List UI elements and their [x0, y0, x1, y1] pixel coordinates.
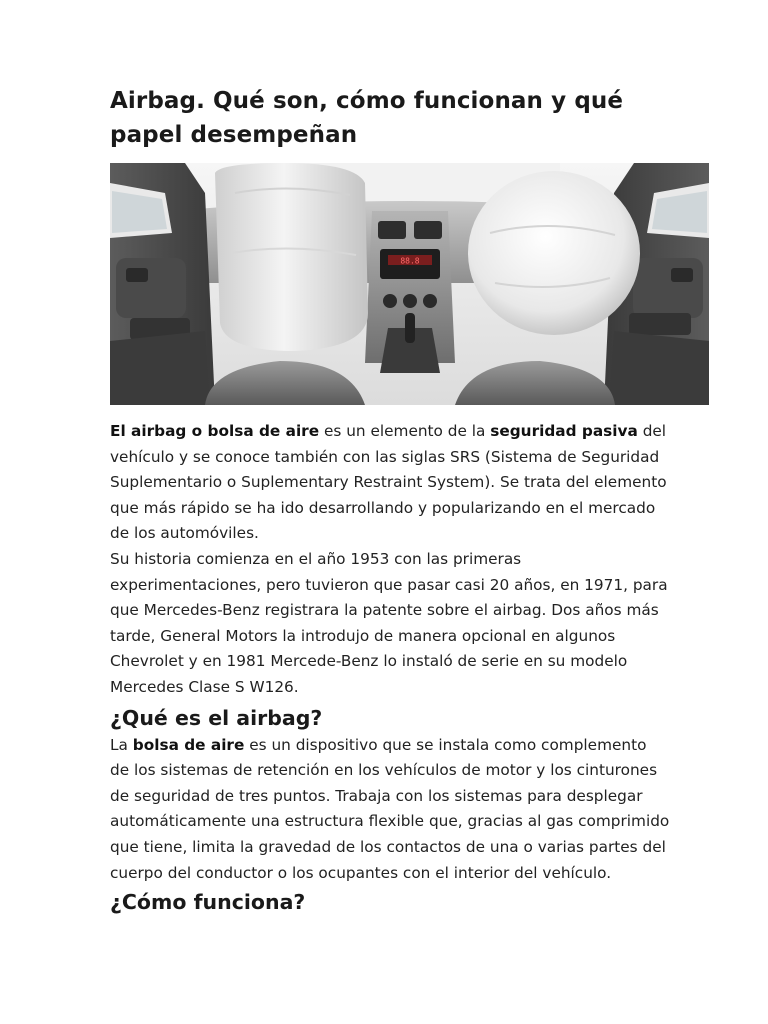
definition-prefix: La — [110, 735, 133, 754]
intro-text-1: es un elemento de la — [319, 422, 491, 440]
history-paragraph: Su historia comienza en el año 1953 con las primeras experimentaciones, pero tuvieron que pasar casi 20 años, en 1971, para que Mercedes-Benz registrara la patente sobre el airbag. Dos años más tarde, General Motors la introdujo de manera opcional en algunos Chevrolet y en 1981 Mercede-Benz lo instaló de serie en su modelo Mercedes Clase S W126. — [110, 549, 668, 696]
section-heading-how-it-works: ¿Cómo funciona? — [110, 890, 306, 915]
definition-paragraph — [110, 733, 670, 887]
article — [110, 84, 670, 917]
radio-display: 88.8 — [400, 256, 420, 266]
definition-term: bolsa de aire — [132, 735, 245, 754]
airbag-interior-photo — [110, 163, 709, 405]
intro-term: El airbag o bolsa de aire — [110, 422, 320, 440]
intro-text-2: del vehículo y se conoce también con las siglas SRS (Sistema de Seguridad Suplementario o Suplementary Restraint System). Se trata del elemento que más rápido se ha ido desarrollando y popularizando en el mercado de los automóviles. — [110, 422, 667, 543]
section-heading-what-is: ¿Qué es el airbag? — [110, 705, 323, 730]
intro-term-2: seguridad pasiva — [490, 422, 638, 440]
article-title: Airbag. Qué son, cómo funcionan y qué papel desempeñan — [110, 88, 624, 148]
intro-paragraph — [110, 419, 670, 547]
definition-text: es un dispositivo que se instala como complemento de los sistemas de retención en los vehículos de motor y los cinturones de seguridad de tres puntos. Trabaja con los sistemas para desplegar automáticamente una estructura flexible que, gracias al gas comprimido que tiene, limita la gravedad de los contactos de una o varias partes del cuerpo del conductor o los ocupantes con el interior del vehículo. — [110, 735, 670, 882]
